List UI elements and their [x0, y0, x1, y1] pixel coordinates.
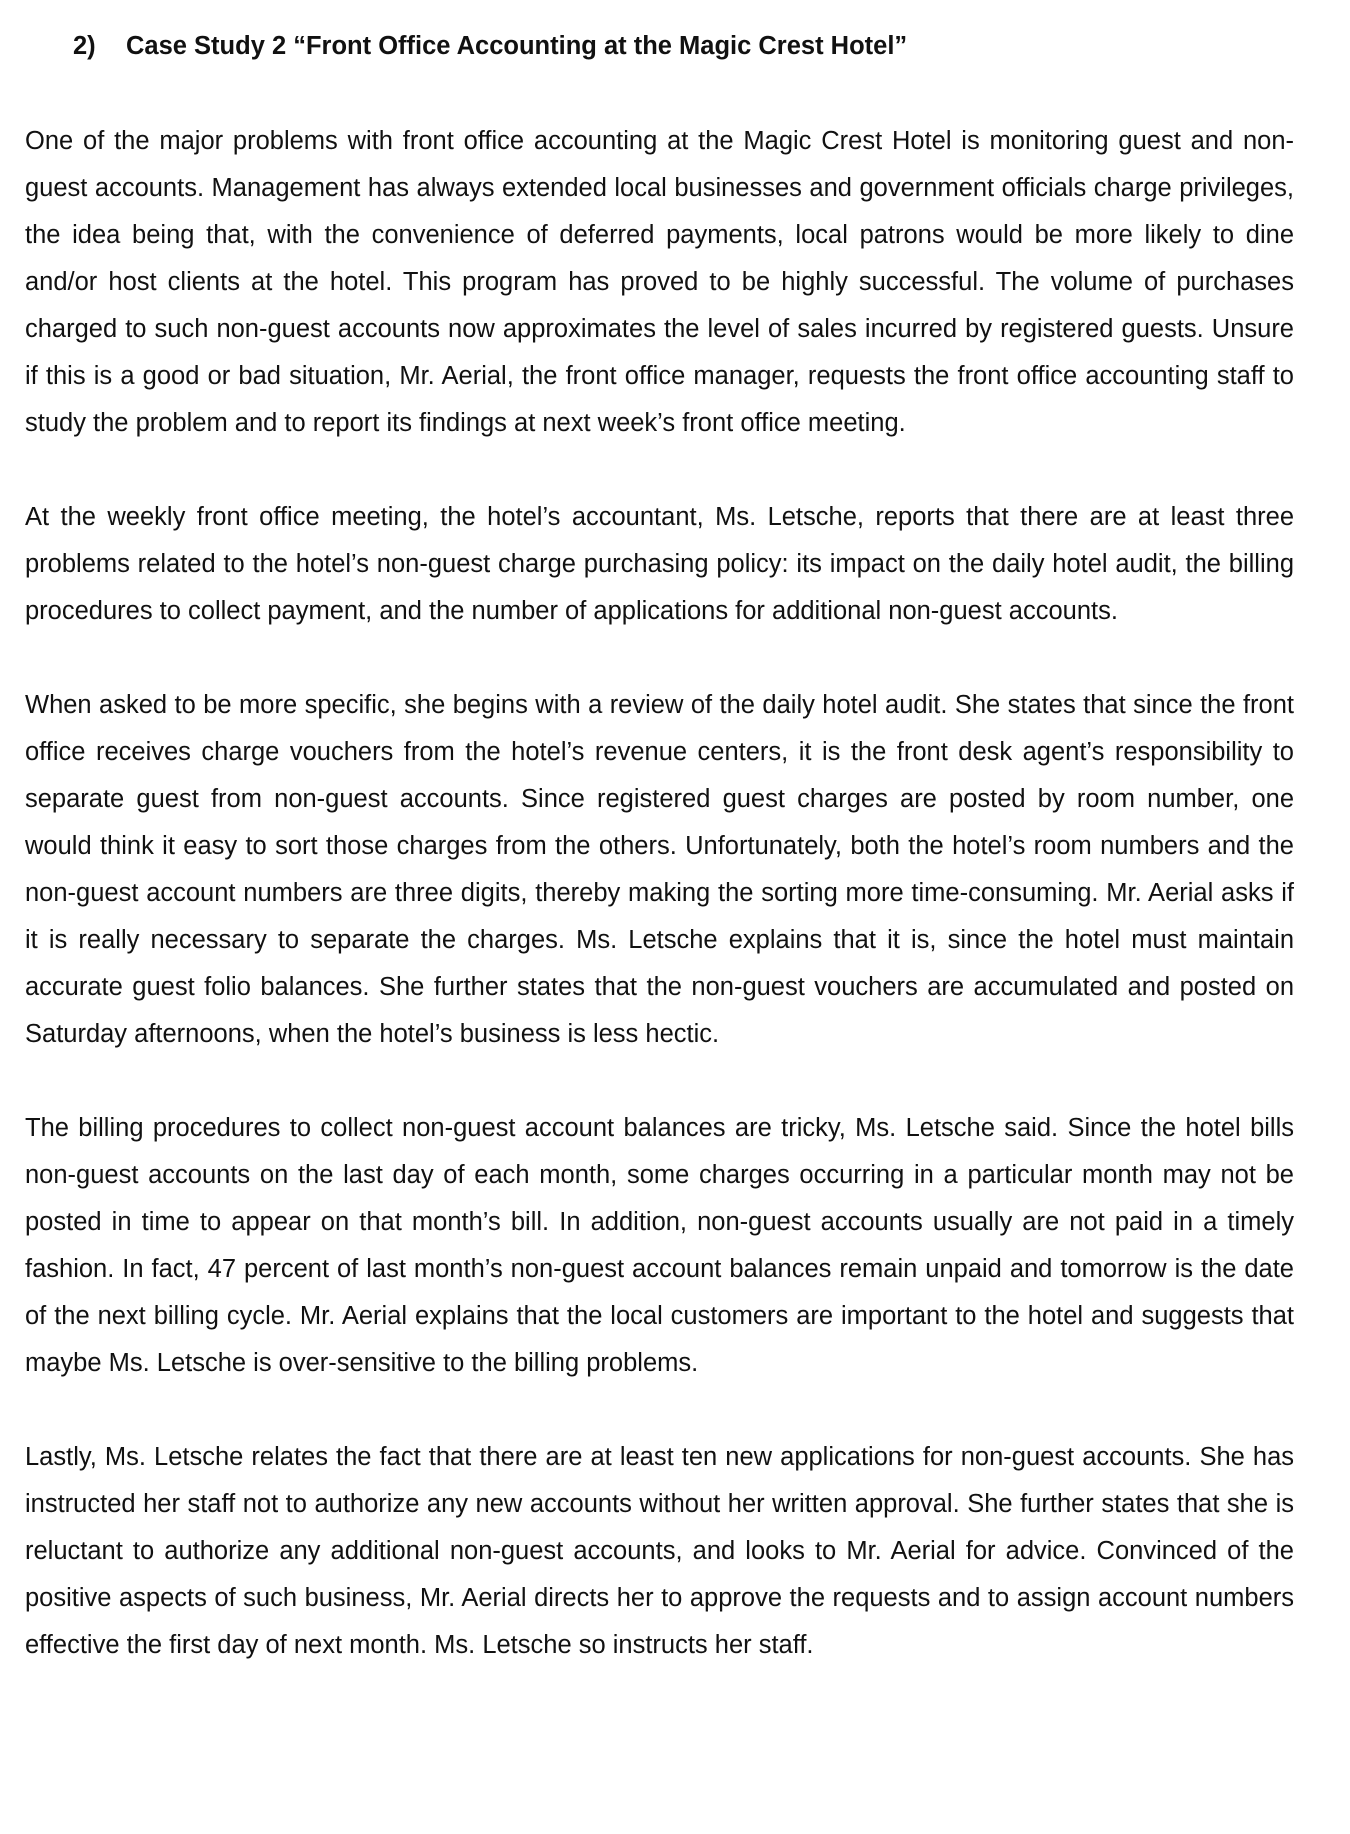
paragraph-billing-procedures: The billing procedures to collect non-guest account balances are tricky, Ms. Letsche said. Since the hotel bills non-guest accounts on the last day of each month, some charges occurring in a particular month may not be posted in time to appear on that month’s bill. In addition, non-guest accounts usually are not paid in a timely fashion. In fact, 47 percent of last month’s non-guest account balances remain unpaid and tomorrow is the date of the next billing cycle. Mr. Aerial explains that the local customers are important to the hotel and suggests that maybe Ms. Letsche is over-sensitive to the billing problems.: [25, 1114, 1294, 1377]
heading-number: 2): [73, 32, 96, 60]
case-study-heading: [73, 26, 1294, 66]
paragraph-weekly-meeting: At the weekly front office meeting, the hotel’s accountant, Ms. Letsche, reports that there are at least three problems related to the hotel’s non-guest charge purchasing policy: its impact on the daily hotel audit, the billing procedures to collect payment, and the number of applications for additional non-guest accounts.: [25, 503, 1294, 625]
heading-title: Case Study 2 “Front Office Accounting at the Magic Crest Hotel”: [126, 32, 908, 60]
paragraph-daily-audit: When asked to be more specific, she begins with a review of the daily hotel audit. She states that since the front office receives charge vouchers from the hotel’s revenue centers, it is the front desk agent’s responsibility to separate guest from non-guest accounts. Since registered guest charges are posted by room number, one would think it easy to sort those charges from the others. Unfortunately, both the hotel’s room numbers and the non-guest account numbers are three digits, thereby making the sorting more time-consuming. Mr. Aerial asks if it is really necessary to separate the charges. Ms. Letsche explains that it is, since the hotel must maintain accurate guest folio balances. She further states that the non-guest vouchers are accumulated and posted on Saturday afternoons, when the hotel’s business is less hectic.: [25, 691, 1294, 1048]
paragraph-new-applications: Lastly, Ms. Letsche relates the fact that there are at least ten new applications for non-guest accounts. She has instructed her staff not to authorize any new accounts without her written approval. She further states that she is reluctant to authorize any additional non-guest accounts, and looks to Mr. Aerial for advice. Convinced of the positive aspects of such business, Mr. Aerial directs her to approve the requests and to assign account numbers effective the first day of next month. Ms. Letsche so instructs her staff.: [25, 1443, 1294, 1659]
paragraph-intro: One of the major problems with front office accounting at the Magic Crest Hotel is monitoring guest and non-guest accounts. Management has always extended local businesses and government officials charge privileges, the idea being that, with the convenience of deferred payments, local patrons would be more likely to dine and/or host clients at the hotel. This program has proved to be highly successful. The volume of purchases charged to such non-guest accounts now approximates the level of sales incurred by registered guests. Unsure if this is a good or bad situation, Mr. Aerial, the front office manager, requests the front office accounting staff to study the problem and to report its findings at next week’s front office meeting.: [25, 127, 1294, 437]
